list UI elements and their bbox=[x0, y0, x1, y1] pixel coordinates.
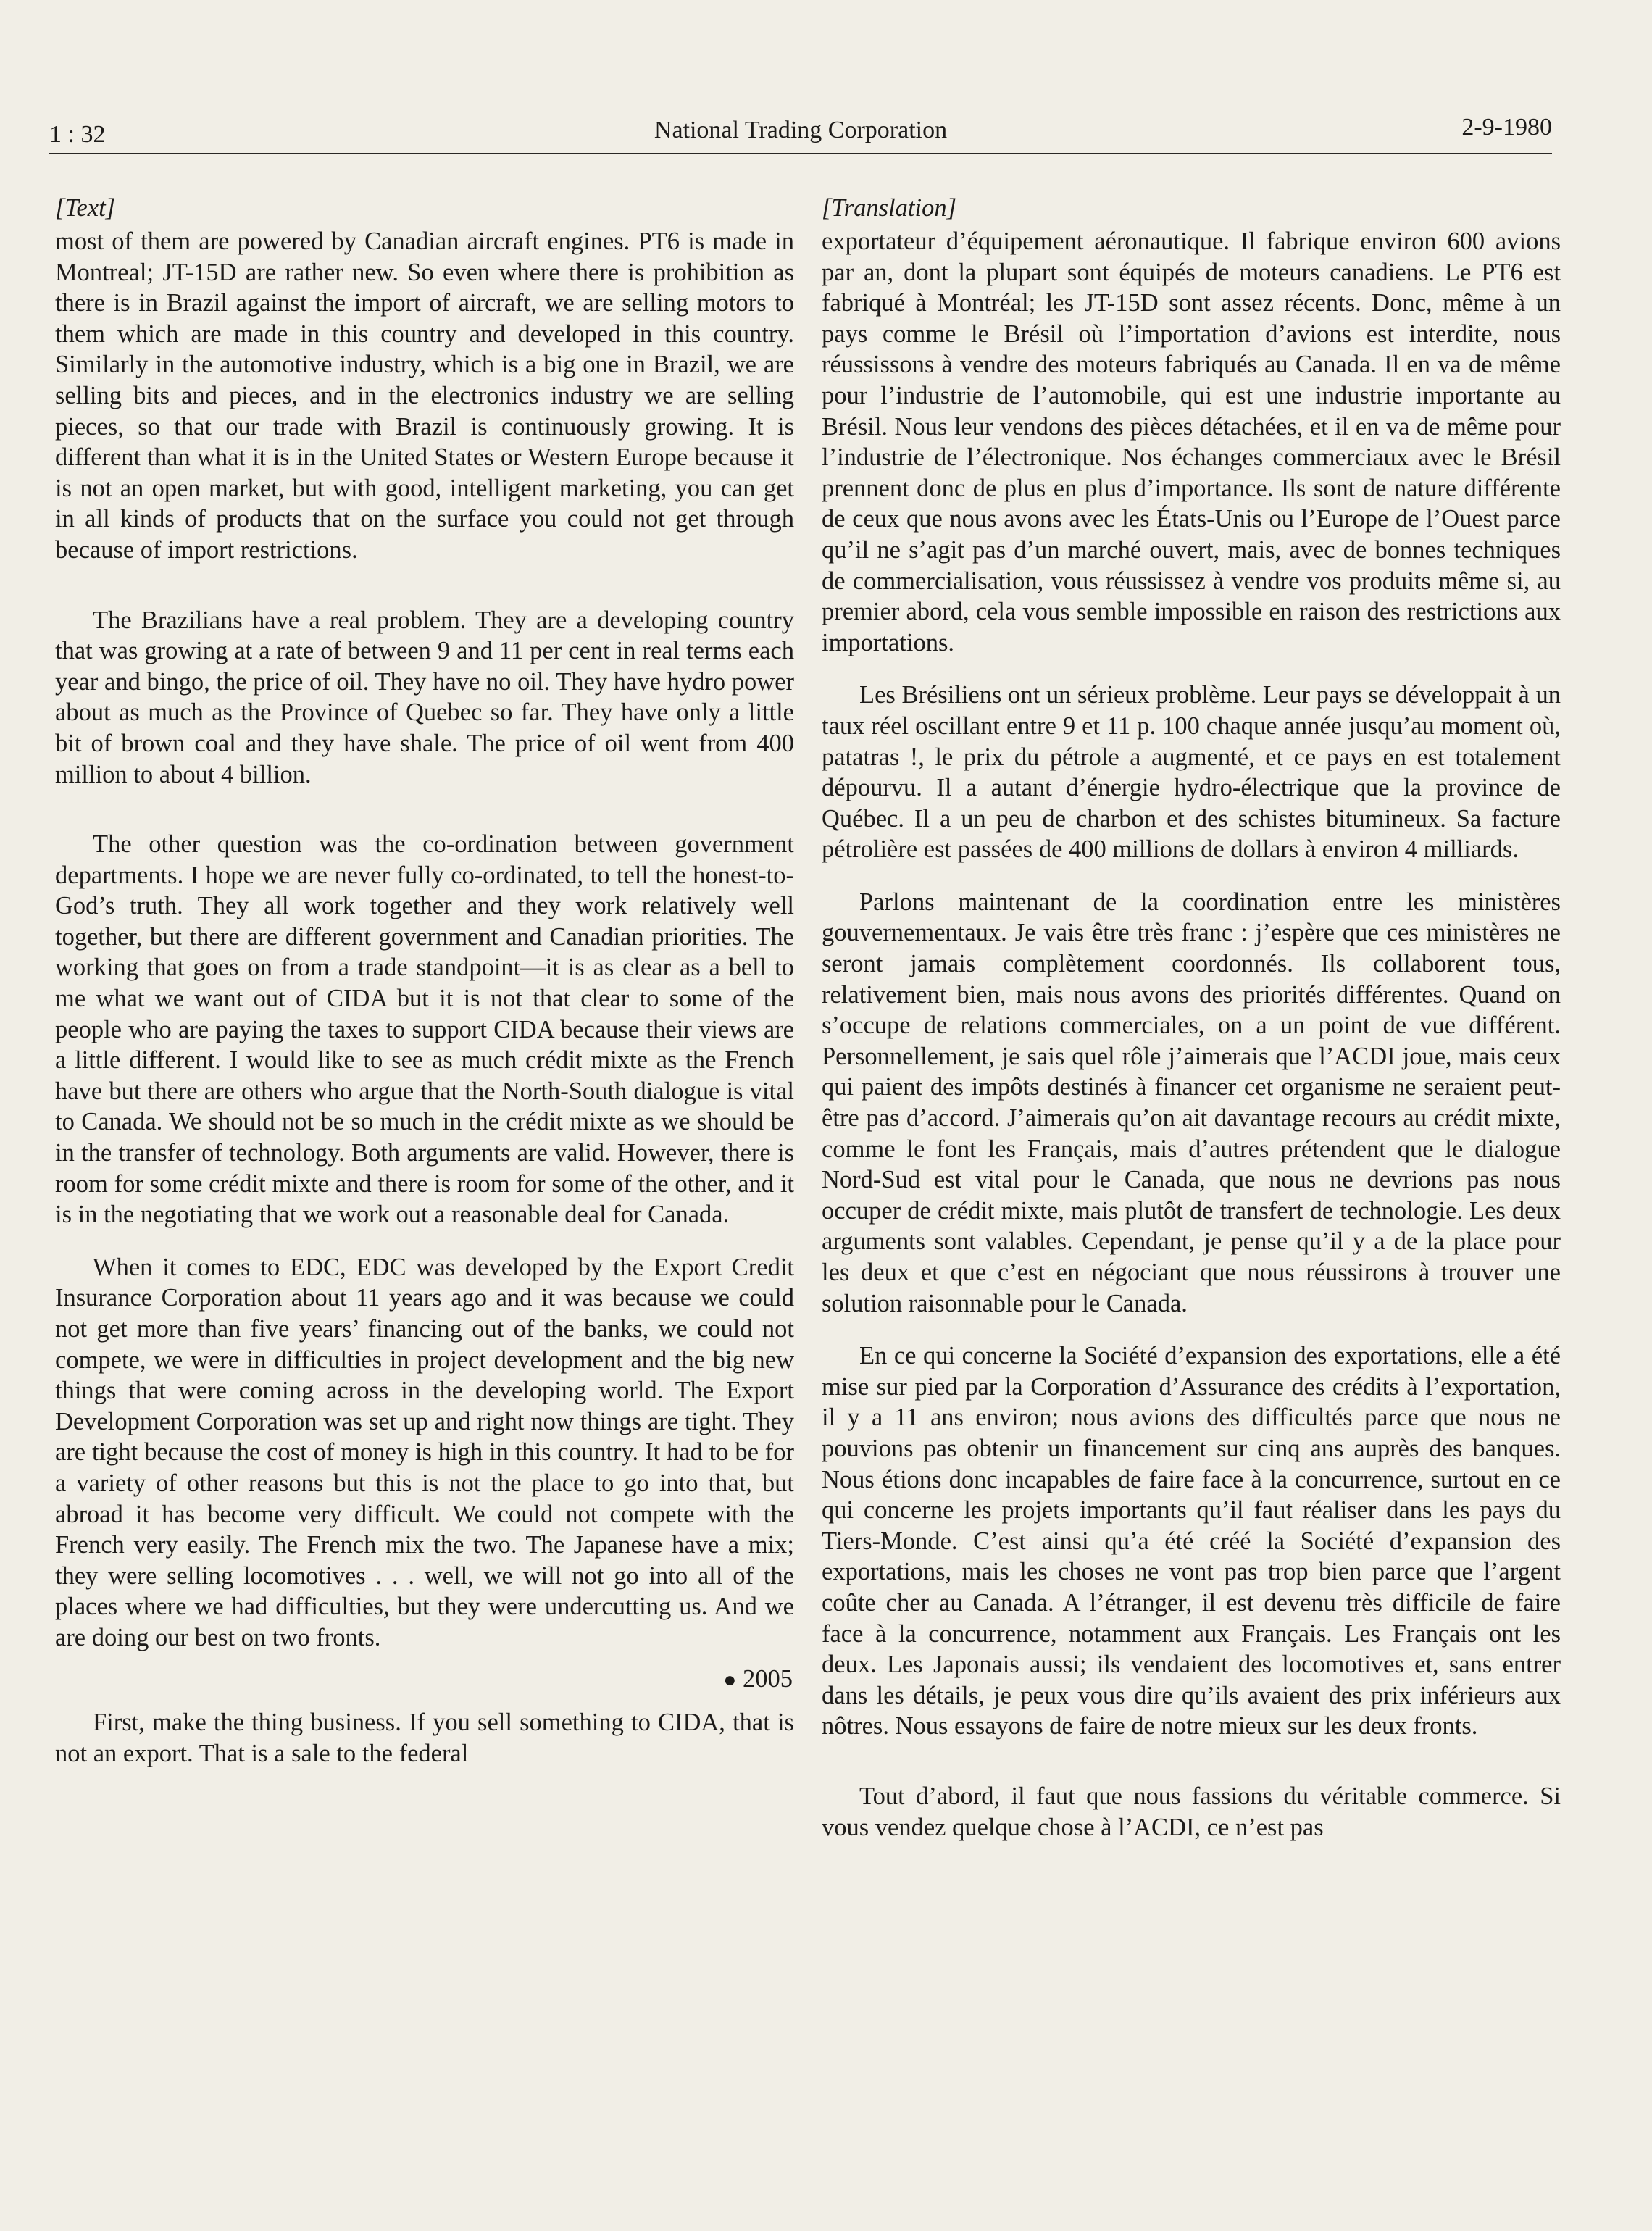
english-column bbox=[55, 190, 794, 1769]
paragraph: Tout d’abord, il faut que nous fassions du véritable commerce. Si vous vendez quelque chose à l’ACDI, ce n’est pas bbox=[822, 1782, 1561, 1841]
time-marker-value: 2005 bbox=[743, 1664, 793, 1693]
paragraph: Les Brésiliens ont un sérieux problème. Leur pays se développait à un taux réel oscillant entre 9 et 11 p. 100 chaque année jusqu’au moment où, patatras !, le prix du pétrole a augmenté, et ce pays en est totalement dépourvu. Il a autant d’énergie hydro-électrique que la province de Québec. Il a un peu de charbon et des schistes bitumineux. Sa facture pétrolière est passées de 400 millions de dollars à environ 4 milliards. bbox=[822, 681, 1561, 864]
header-rule bbox=[49, 153, 1552, 154]
french-column bbox=[822, 190, 1561, 1843]
publication-title: National Trading Corporation bbox=[654, 117, 948, 143]
bullet-icon: ● bbox=[723, 1667, 737, 1692]
column-label-translation: [Translation] bbox=[822, 194, 956, 222]
paragraph: exportateur d’équipement aéronautique. Il fabrique environ 600 avions par an, dont la plupart sont équipés de moteurs canadiens. Le PT6 est fabriqué à Montréal; les JT-15D sont assez récents. Donc, même à un pays comme le Brésil où l’importation d’avions est interdite, nous réussissons à vendre des moteurs fabriqués au Canada. Il en va de même pour l’industrie de l’automobile, qui est une industrie importante au Brésil. Nous leur vendons des pièces détachées, et il en va de même pour l’industrie de l’électronique. Nos échanges commerciaux avec le Brésil prennent donc de plus en plus d’importance. Ils sont de nature différente de ceux que nous avons avec les États-Unis ou l’Europe de l’Ouest parce qu’il ne s’agit pas d’un marché ouvert, mais, avec de bonnes techniques de commercialisation, vous réussissez à vendre vos produits même si, au premier abord, cela vous semble impossible en raison des restrictions aux importations. bbox=[822, 228, 1561, 656]
paragraph: When it comes to EDC, EDC was developed by the Export Credit Insurance Corporation about 11 years ago and it was because we could not get more than five years’ financing out of the banks, we could not compete, we were in difficulties in project development and the big new things that were coming across in the developing world. The Export Development Corporation was set up and right now things are tight. They are tight because the cost of money is high in this country. It had to be for a variety of other reasons but this is not the place to go into that, but abroad it has become very difficult. We could not compete with the French very easily. The French mix the two. The Japanese have a mix; they were selling locomotives . . . well, we will not go into all of the places where we had difficulties, but they were undercutting us. And we are doing our best on two fronts. bbox=[55, 1253, 794, 1651]
paragraph: En ce qui concerne la Société d’expansion des exportations, elle a été mise sur pied par la Corporation d’Assurance des crédits à l’exportation, il y a 11 ans environ; nous avions des difficultés parce que nous ne pouvions pas obtenir un financement sur cinq ans auprès des banques. Nous étions donc incapables de faire face à la concurrence, surtout en ce qui concerne les projets importants qu’il faut réaliser dans les pays du Tiers-Monde. C’est ainsi qu’a été créé la Société d’expansion des exportations, mais les choses ne vont pas trop bien parce que l’argent coûte cher au Canada. A l’étranger, il est devenu très difficile de faire face à la concurrence, notamment aux Français. Les Français ont les deux. Les Japonais aussi; ils vendaient des locomotives et, sans entrer dans les détails, je peux vous dire qu’ils avaient des prix inférieurs aux nôtres. Nous essayons de faire de notre mieux sur les deux fronts. bbox=[822, 1342, 1561, 1740]
page-number: 1 : 32 bbox=[49, 121, 106, 148]
paragraph: most of them are powered by Canadian aircraft engines. PT6 is made in Montreal; JT-15D are rather new. So even where there is prohibition as there is in Brazil against the import of aircraft, we are selling motors to them which are made in this country and developed in this country. Similarly in the automotive industry, which is a big one in Brazil, we are selling bits and pieces, and in the electronics industry we are selling pieces, so that our trade with Brazil is continuously growing. It is different than what it is in the United States or Western Europe because it is not an open market, but with good, intelligent marketing, you can get in all kinds of products that on the surface you could not get through because of import restrictions. bbox=[55, 228, 794, 564]
time-marker bbox=[55, 1664, 794, 1696]
paragraph: The other question was the co-ordination between government departments. I hope we are never fully co-ordinated, to tell the honest-to-God’s truth. They all work together and they work relatively well together, but there are different government and Canadian priorities. The working that goes on from a trade standpoint—it is as clear as a bell to me what we want out of CIDA but it is not that clear to some of the people who are paying the taxes to support CIDA because their views are a little different. I would like to see as much crédit mixte as the French have but there are others who argue that the North-South dialogue is vital to Canada. We should not be so much in the crédit mixte as we should be in the transfer of technology. Both arguments are valid. However, there is room for some crédit mixte and there is room for some of the other, and it is in the negotiating that we work out a reasonable deal for Canada. bbox=[55, 830, 794, 1229]
paragraph: The Brazilians have a real problem. They are a developing country that was growing at a rate of between 9 and 11 per cent in real terms each year and bingo, the price of oil. They have no oil. They have hydro power about as much as the Province of Quebec so far. They have only a little bit of brown coal and they have shale. The price of oil went from 400 million to about 4 billion. bbox=[55, 606, 794, 788]
running-head bbox=[49, 109, 1552, 152]
paragraph: First, make the thing business. If you sell something to CIDA, that is not an export. That is a sale to the federal bbox=[55, 1709, 794, 1767]
paragraph: Parlons maintenant de la coordination entre les ministères gouvernementaux. Je vais être très franc : j’espère que ces ministères ne seront jamais complètement coordonnés. Ils collaborent tous, relativement bien, mais nous avons des priorités différentes. Quand on s’occupe de relations commerciales, on a un point de vue différent. Personnellement, je sais quel rôle j’aimerais que l’ACDI joue, mais ceux qui paient des impôts destinés à financer cet organisme ne seraient peut-être pas d’accord. J’aimerais qu’on ait davantage recours au crédit mixte, comme le font les Français, mais d’autres prétendent que le dialogue Nord-Sud est vital pour le Canada, que nous ne devrions pas nous occuper de crédit mixte, mais plutôt de transfert de technologie. Les deux arguments sont valables. Cependant, je pense qu’il y a de la place pour les deux et que c’est en négociant que nous réussirons à trouver une solution raisonnable pour le Canada. bbox=[822, 888, 1561, 1317]
issue-date: 2-9-1980 bbox=[1461, 114, 1552, 141]
column-label-text: [Text] bbox=[55, 194, 116, 222]
